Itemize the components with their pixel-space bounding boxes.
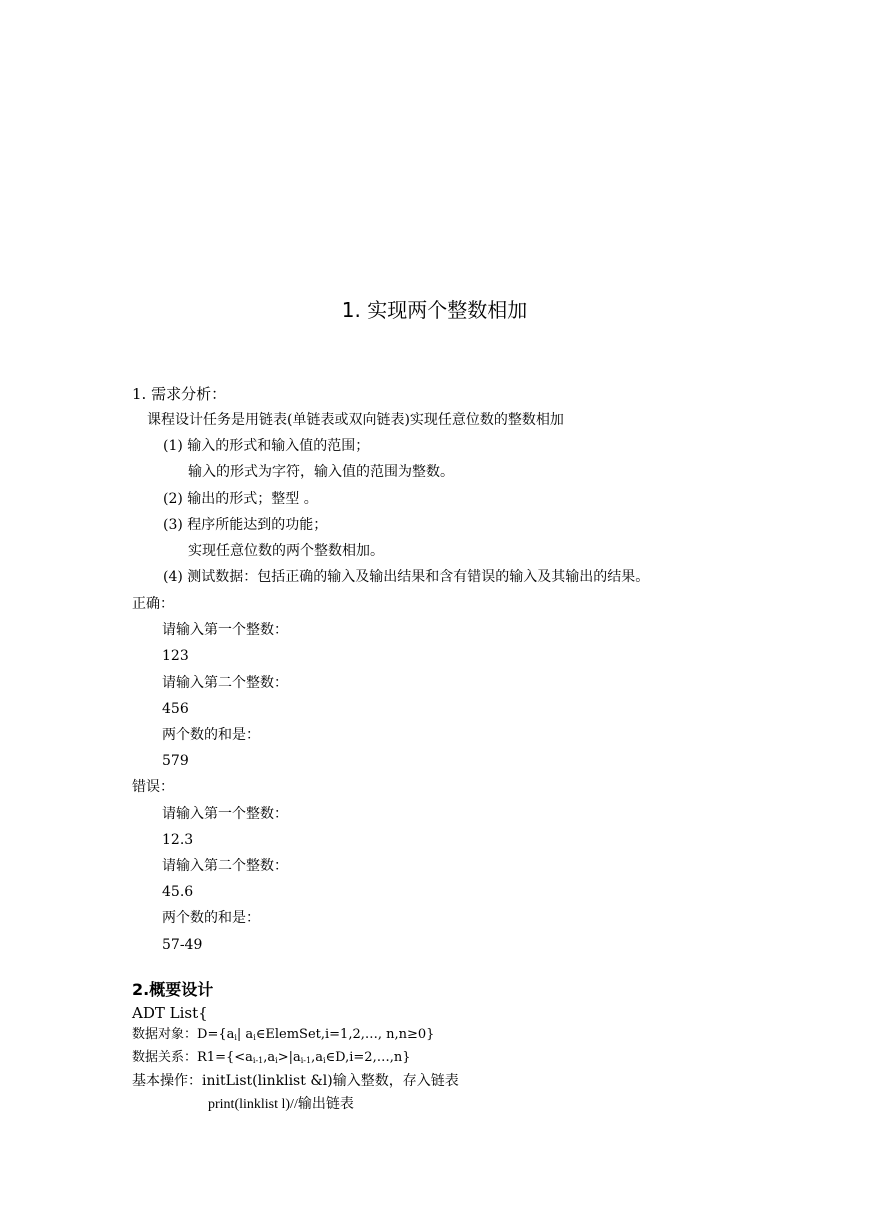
item-4-heading: (4) 测试数据：包括正确的输入及输出结果和含有错误的输入及其输出的结果。: [163, 569, 650, 585]
section-1-heading: 1. 需求分析：: [132, 385, 227, 403]
correct-line: 123: [162, 648, 189, 664]
data-object-line: [132, 1026, 434, 1044]
wrong-line: 请输入第二个整数：: [162, 858, 288, 874]
document-title: 1. 实现两个整数相加: [341, 298, 528, 322]
data-relation-part: ,a: [311, 1050, 323, 1065]
data-object-label: 数据对象：: [132, 1027, 198, 1042]
section-2-heading: 2.概要设计: [132, 980, 214, 999]
subscript: i-1: [252, 1056, 264, 1065]
subscript: i-1: [300, 1056, 312, 1065]
subscript: i: [253, 1033, 256, 1042]
operation-print: print(linklist l)//输出链表: [208, 1097, 354, 1112]
wrong-label: 错误：: [132, 779, 174, 795]
correct-line: 两个数的和是：: [162, 727, 260, 743]
wrong-line: 两个数的和是：: [162, 910, 260, 926]
wrong-line: 请输入第一个整数：: [162, 806, 288, 822]
operations-label: 基本操作：: [132, 1073, 202, 1089]
correct-line: 请输入第二个整数：: [162, 675, 288, 691]
data-object-part: D={a: [197, 1027, 235, 1042]
wrong-line: 12.3: [162, 832, 194, 848]
item-3-heading: (3) 程序所能达到的功能；: [163, 517, 328, 533]
correct-line: 579: [162, 753, 189, 769]
wrong-line: 57-49: [162, 937, 203, 953]
data-relation-part: R1={<a: [197, 1050, 253, 1065]
correct-label: 正确：: [132, 596, 174, 612]
correct-line: 456: [162, 701, 189, 717]
section-1-intro: 课程设计任务是用链表(单链表或双向链表)实现任意位数的整数相加: [147, 412, 564, 428]
correct-line: 请输入第一个整数：: [162, 622, 288, 638]
data-object-part: ∈ElemSet,i=1,2,…, n,n≥0}: [255, 1027, 435, 1042]
item-2-heading: (2) 输出的形式；整型 。: [163, 491, 318, 507]
data-relation-line: [132, 1049, 411, 1067]
subscript: i: [322, 1056, 326, 1065]
operation-init: initList(linklist &l)输入整数，存入链表: [202, 1073, 459, 1089]
operations-line: [132, 1072, 459, 1090]
item-1-text: 输入的形式为字符，输入值的范围为整数。: [188, 464, 454, 480]
data-object-part: | a: [236, 1027, 254, 1042]
wrong-line: 45.6: [162, 884, 194, 900]
subscript: i: [275, 1056, 278, 1065]
item-3-text: 实现任意位数的两个整数相加。: [188, 543, 384, 559]
data-relation-part: >|a: [277, 1050, 301, 1065]
item-1-heading: (1) 输入的形式和输入值的范围；: [163, 438, 370, 454]
adt-declaration: ADT List{: [132, 1004, 208, 1022]
data-relation-part: ∈D,i=2,…,n}: [325, 1050, 411, 1065]
data-relation-label: 数据关系：: [132, 1050, 198, 1065]
data-relation-part: ,a: [263, 1050, 276, 1065]
subscript: i: [234, 1033, 237, 1042]
